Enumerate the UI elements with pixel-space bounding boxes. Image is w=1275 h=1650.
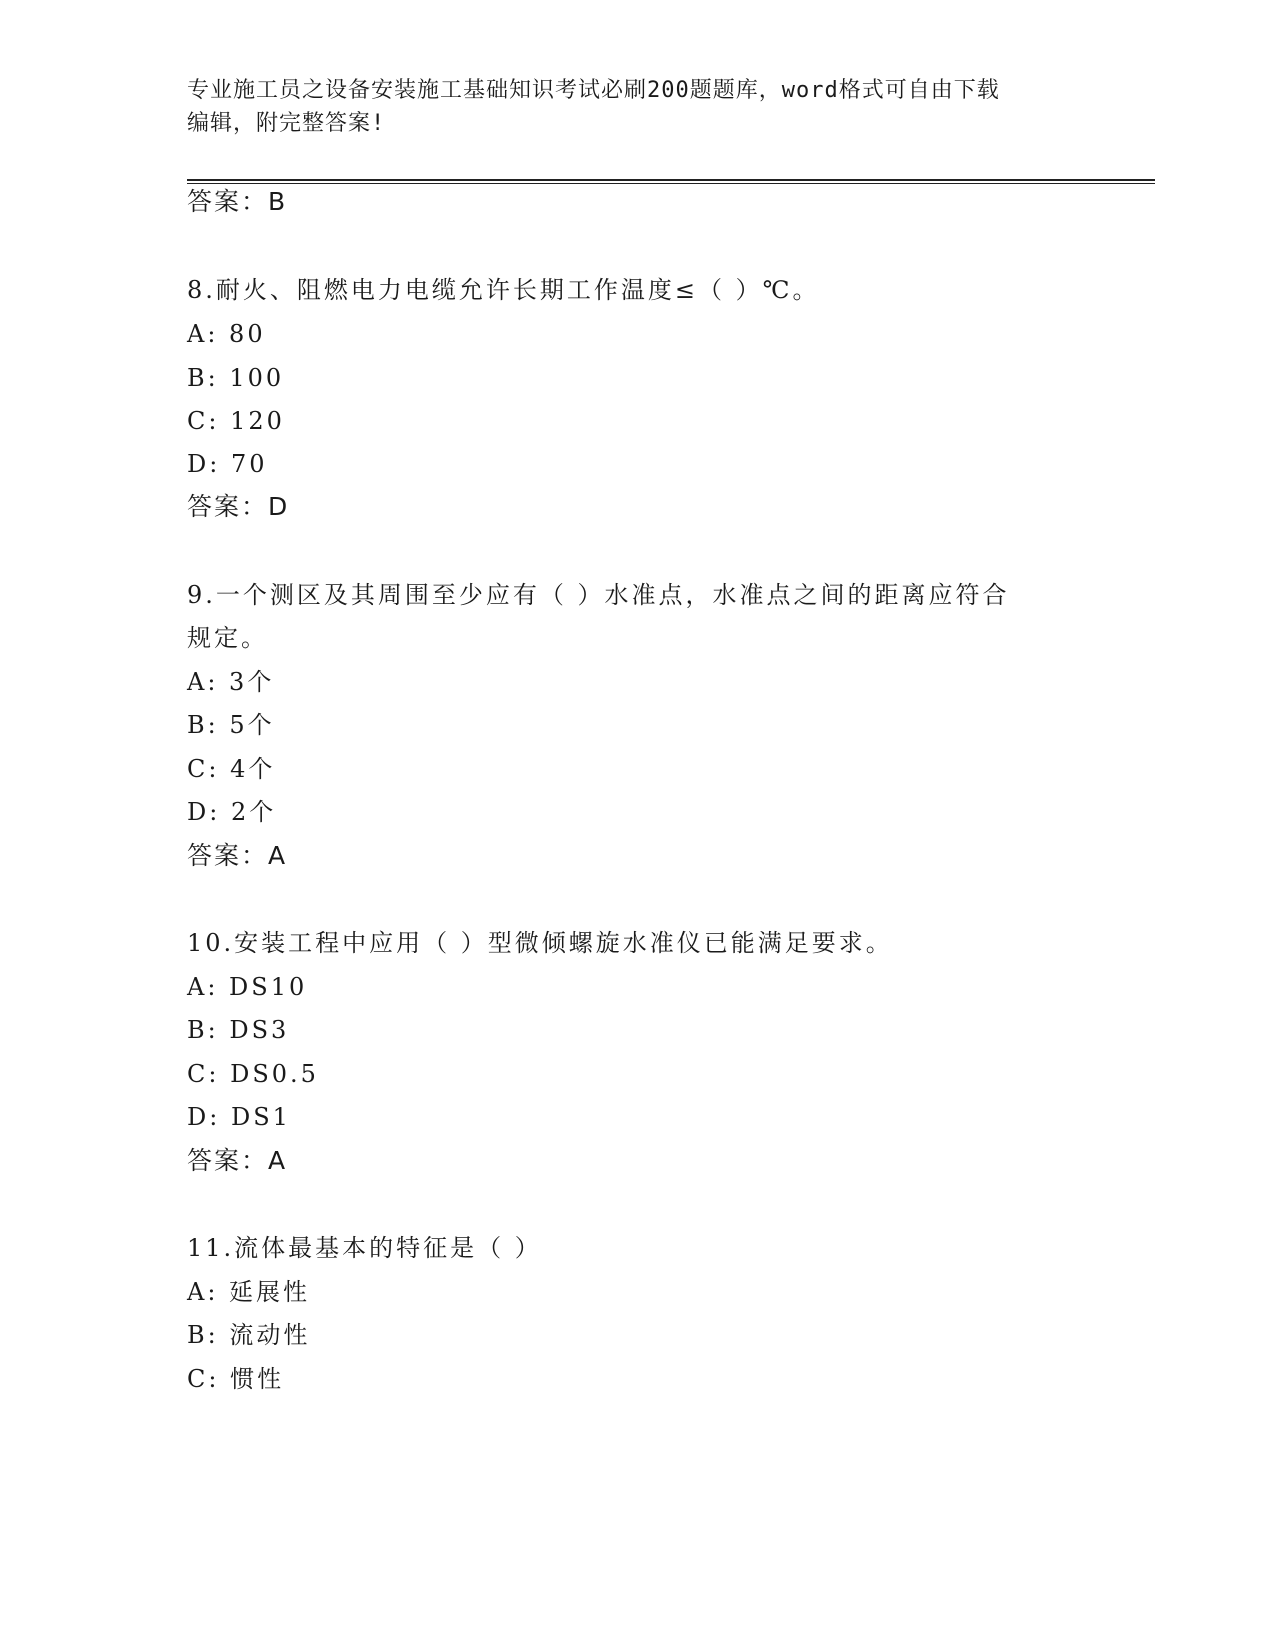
question-8-option-b: B: 100: [187, 364, 285, 392]
question-8-option-c: C: 120: [187, 407, 285, 435]
question-9-option-a: A: 3个: [187, 668, 275, 696]
document-page: [187, 0, 1157, 1650]
document-header: [187, 74, 1077, 140]
question-8-option-d: D: 70: [187, 450, 268, 478]
question-10-option-c: C: DS0.5: [187, 1060, 319, 1088]
question-11-option-b: B: 流动性: [187, 1321, 311, 1349]
question-11-stem: 11.流体最基本的特征是（ ）: [187, 1234, 542, 1262]
question-10-answer: 答案：A: [187, 1146, 288, 1175]
question-11-option-a: A: 延展性: [187, 1278, 311, 1306]
question-9-stem-line-1: 9.一个测区及其周围至少应有（ ）水准点，水准点之间的距离应符合: [187, 581, 1010, 609]
question-9-answer: 答案：A: [187, 841, 288, 870]
header-rule-thick: [187, 179, 1155, 181]
question-10-option-a: A: DS10: [187, 973, 308, 1001]
question-8-answer: 答案：D: [187, 492, 290, 521]
header-line-1: 专业施工员之设备安装施工基础知识考试必刷200题题库，word格式可自由下载: [187, 78, 1000, 103]
header-rule-thin: [187, 183, 1155, 184]
question-9-option-c: C: 4个: [187, 755, 276, 783]
question-8-stem: 8.耐火、阻燃电力电缆允许长期工作温度≤（ ）℃。: [187, 276, 820, 304]
question-9-option-b: B: 5个: [187, 711, 275, 739]
question-11-option-c: C: 惯性: [187, 1365, 285, 1393]
question-9-option-d: D: 2个: [187, 798, 277, 826]
question-10-stem: 10.安装工程中应用（ ）型微倾螺旋水准仪已能满足要求。: [187, 929, 893, 957]
question-8-option-a: A: 80: [187, 320, 266, 348]
prev-answer: 答案：B: [187, 187, 288, 216]
question-10-option-d: D: DS1: [187, 1103, 291, 1131]
question-9-stem-line-2: 规定。: [187, 624, 268, 652]
header-line-2: 编辑，附完整答案!: [187, 111, 386, 136]
question-10-option-b: B: DS3: [187, 1016, 290, 1044]
